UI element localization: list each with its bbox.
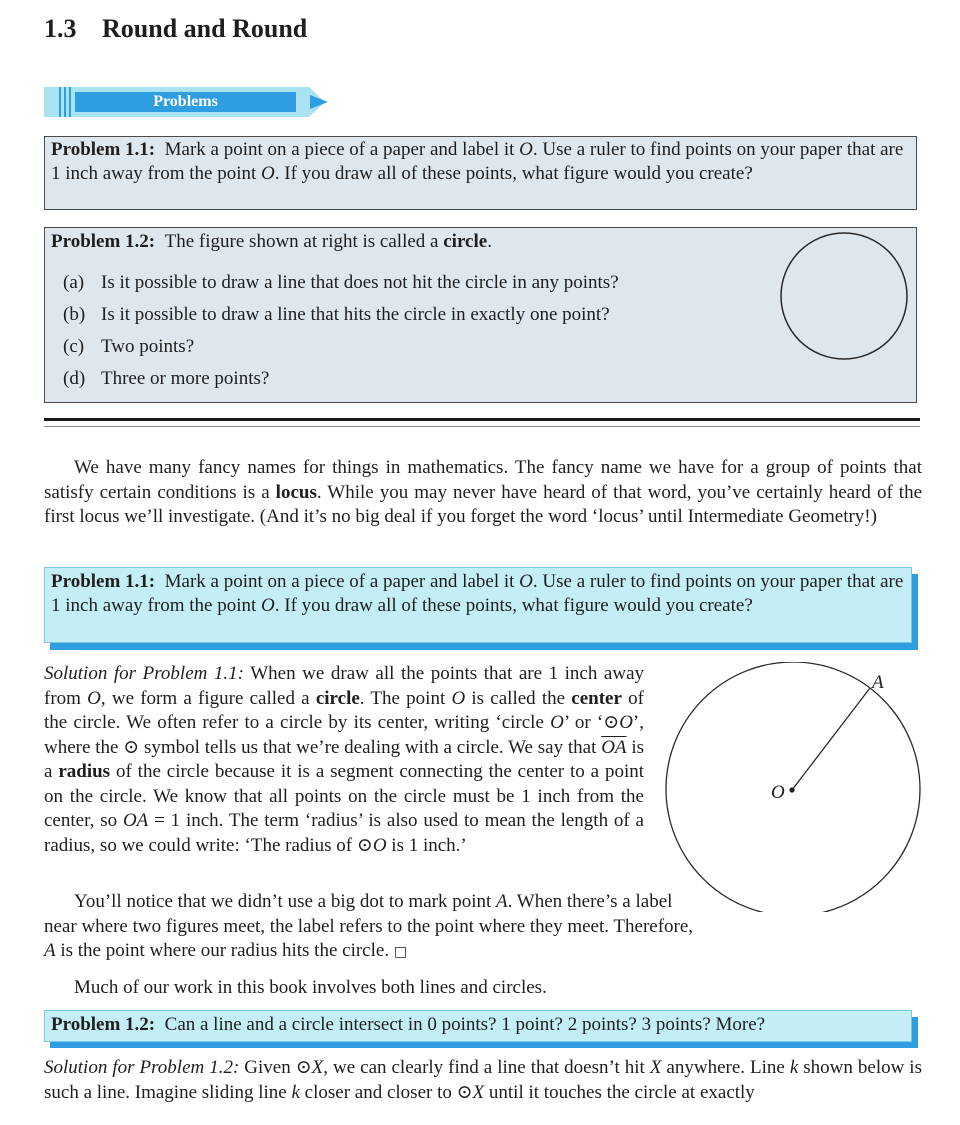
problem-box-1-1 <box>44 136 917 210</box>
part-text: Two points? <box>101 336 195 357</box>
pencil-lead <box>310 95 328 109</box>
pencil-stripe <box>59 87 61 117</box>
text: . The point <box>359 687 452 709</box>
lines-circles-paragraph: Much of our work in this book involves both lines and circles. <box>74 977 547 998</box>
text: shown below is such a line. Imagine sliding line <box>44 1057 922 1103</box>
qed-icon: □ <box>393 944 408 960</box>
text: ’ or ‘⊙ <box>563 712 620 733</box>
circle-o <box>666 662 920 912</box>
segment-oa: $\overline{OA}$ <box>601 736 627 758</box>
text: of the circle because it is a segment connecting the center to a point on the circle. We know that all points on the circle must be 1 inch from the center, so <box>44 761 645 831</box>
text: We have many fancy names for things in mathematics. The fancy name we have for a group of points that satisfy certain conditions is a <box>44 457 922 503</box>
problem-text: Can a line and a circle intersect in 0 points? 1 point? 2 points? 3 points? More? <box>164 1014 766 1035</box>
text: is the point where our radius hits the circle. <box>55 940 394 961</box>
problem-part <box>63 303 610 327</box>
banner-label: Problems <box>153 93 218 110</box>
problem-text: Mark a point on a piece of a paper and label it <box>164 139 520 160</box>
text: anywhere. Line <box>661 1057 790 1078</box>
circle-radius-diagram <box>658 662 928 912</box>
problem-text: . If you draw all of these points, what figure would you create? <box>274 595 753 616</box>
problems-banner <box>44 87 334 117</box>
var-x: X <box>649 1057 662 1078</box>
problem-text: Mark a point on a piece of a paper and label it <box>164 571 520 592</box>
part-text: Is it possible to draw a line that hits the circle in exactly one point? <box>101 304 610 325</box>
var-o: O <box>372 834 387 856</box>
var-o: O <box>451 687 466 709</box>
section-number: 1.3 <box>44 14 77 43</box>
text: is a <box>44 736 644 782</box>
var-o: O <box>519 139 533 160</box>
term-center: center <box>571 687 622 709</box>
part-label: (d) <box>63 368 86 389</box>
text: of the circle. We often refer to a circle by its center, writing ‘circle <box>44 687 644 733</box>
section-title <box>44 14 307 44</box>
var-oa: OA <box>122 810 149 831</box>
problem-text: . Use a ruler to find points on your paper that are 1 inch away from the point <box>51 139 904 184</box>
var-o: O <box>619 712 633 733</box>
problem-label: Problem 1.1: <box>51 571 156 592</box>
callout-box <box>44 567 912 643</box>
problem-text: . <box>487 231 492 252</box>
text: Given ⊙ <box>239 1057 312 1078</box>
problem-text: . If you draw all of these points, what figure would you create? <box>274 163 753 184</box>
section-heading: Round and Round <box>102 14 308 43</box>
var-a: A <box>496 891 508 912</box>
text: , we form a figure called a <box>100 687 316 709</box>
text: = 1 inch. The term ‘radius’ is also used to mean the length of a radius, so we could write: ‘The radius of ⊙ <box>44 810 644 856</box>
part-label: (a) <box>63 272 85 293</box>
text: , we can clearly find a line that doesn’t hit <box>323 1057 650 1078</box>
circle-figure <box>778 230 910 362</box>
part-text: Is it possible to draw a line that does not hit the circle in any points? <box>101 272 619 293</box>
divider-thick <box>44 418 920 421</box>
var-x: X <box>472 1081 485 1103</box>
callout-box <box>44 1010 912 1042</box>
solution-1-2 <box>44 1056 922 1105</box>
solution-1-1 <box>44 662 644 858</box>
var-a: A <box>44 940 56 961</box>
var-k: k <box>789 1057 799 1078</box>
text: closer and closer to ⊙ <box>299 1081 473 1103</box>
problem-text: . Use a ruler to find points on your paper that are 1 inch away from the point <box>51 571 904 616</box>
var-x: X <box>311 1057 324 1078</box>
label-o: O <box>771 782 785 803</box>
problem-part <box>63 271 619 295</box>
part-text: Three or more points? <box>101 368 270 389</box>
text: . When there’s a label near where two figures meet, the label refers to the point where they meet. Therefore, <box>44 891 694 937</box>
var-o: O <box>261 595 275 616</box>
solution-1-1-paragraph-2 <box>44 890 704 965</box>
problem-part <box>63 335 194 359</box>
term-locus: locus <box>275 481 317 503</box>
var-o: O <box>550 712 564 733</box>
pencil-stripe <box>64 87 66 117</box>
intro-paragraph <box>44 456 922 530</box>
divider-thin <box>44 426 920 427</box>
circle-shape <box>781 233 907 359</box>
text: is 1 inch.’ <box>386 834 467 856</box>
problem-part <box>63 367 269 391</box>
term-radius: radius <box>58 761 111 782</box>
problem-label: Problem 1.2: <box>51 1014 156 1035</box>
problem-box-1-2 <box>44 227 917 403</box>
problem-label: Problem 1.1: <box>51 139 156 160</box>
part-label: (b) <box>63 304 86 325</box>
var-k: k <box>291 1081 300 1103</box>
text: until it touches the circle at exactly <box>484 1081 755 1103</box>
var-o: O <box>261 163 275 184</box>
var-o: O <box>519 571 533 592</box>
problem-text: The figure shown at right is called a <box>164 231 444 252</box>
text: You’ll notice that we didn’t use a big dot to mark point <box>74 891 497 912</box>
text: When we draw all the points that are 1 inch away from <box>44 663 644 709</box>
pencil-stripe <box>69 87 71 117</box>
problem-label: Problem 1.2: <box>51 231 156 252</box>
term-circle: circle <box>315 687 360 709</box>
radius-oa <box>792 688 870 790</box>
center-dot <box>789 787 794 792</box>
label-a: A <box>872 672 884 693</box>
var-o: O <box>87 687 101 709</box>
text: . While you may never have heard of that word, you’ve certainly heard of the first locus we’ll investigate. (And it’s no big deal if you forget the word ‘locus’ until Intermediate Geometry!) <box>44 481 923 527</box>
solution-heading: Solution for Problem 1.1: <box>44 663 245 684</box>
text: ’, where the ⊙ symbol tells us that we’re dealing with a circle. We say that <box>44 712 644 758</box>
term-circle: circle <box>443 231 488 252</box>
text: is called the <box>465 687 572 709</box>
solution-heading: Solution for Problem 1.2: <box>44 1057 240 1078</box>
part-label: (c) <box>63 336 85 357</box>
